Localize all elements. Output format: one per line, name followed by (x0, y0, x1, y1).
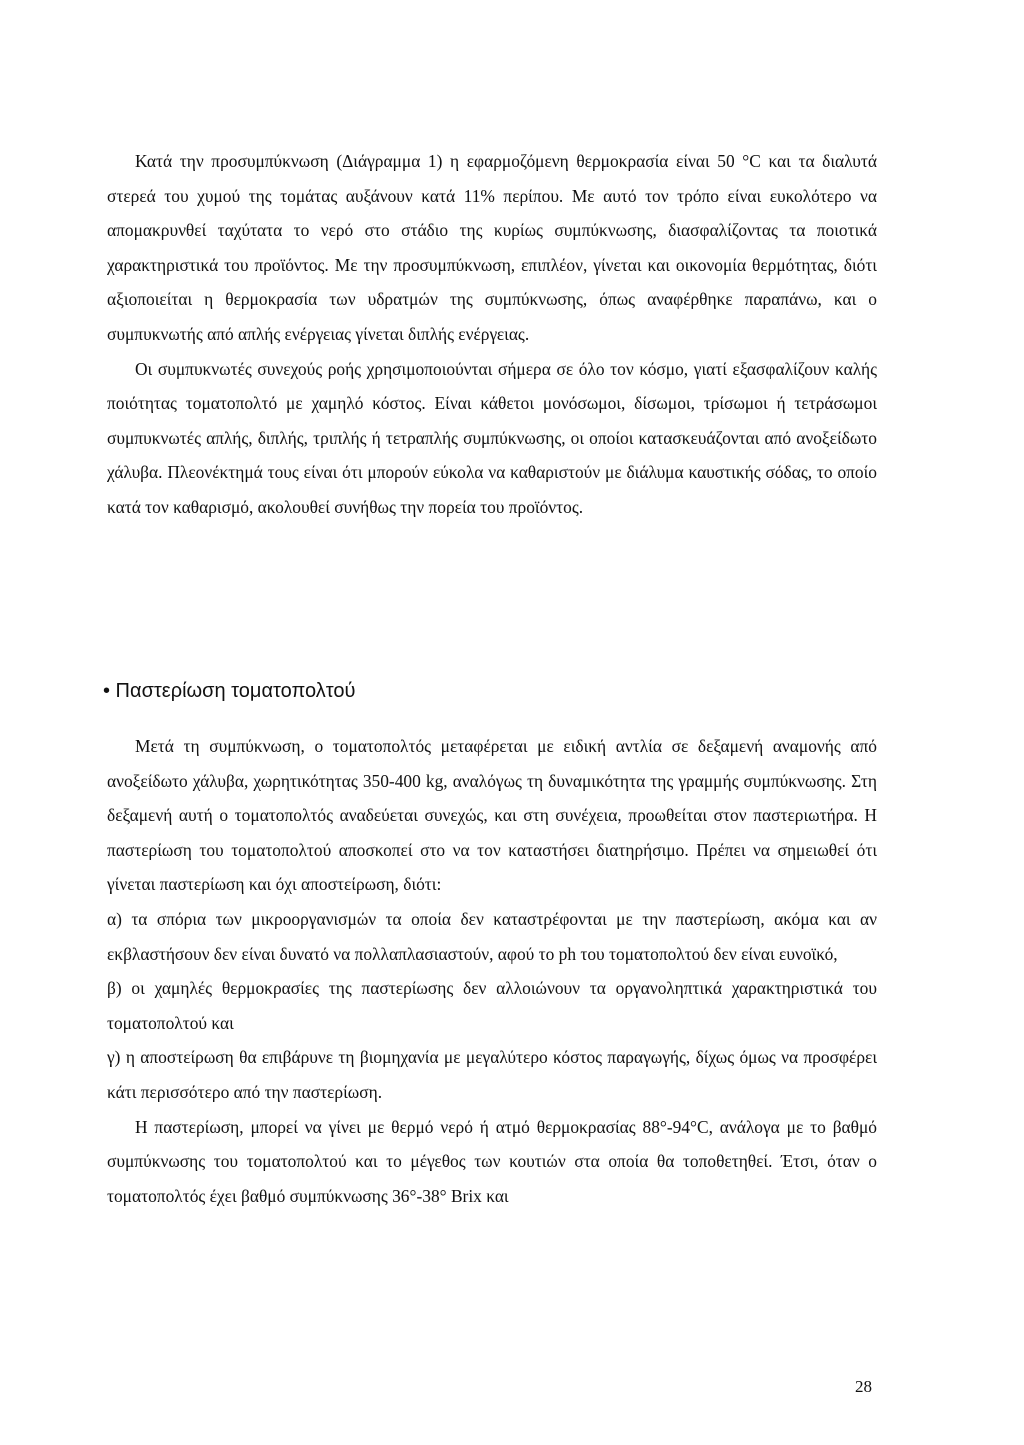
list-item-b: β) οι χαμηλές θερμοκρασίες της παστερίωσης δεν αλλοιώνουν τα οργανοληπτικά χαρακτηριστικά του τοματοπολτού και (107, 978, 877, 1033)
section-concentration (107, 144, 877, 525)
paragraph-after-concentration: Μετά τη συμπύκνωση, ο τοματοπολτός μεταφέρεται με ειδική αντλία σε δεξαμενή αναμονής από ανοξείδωτο χάλυβα, χωρητικότητας 350-400 kg, αναλόγως τη δυναμικότητα της γραμμής συμπύκνωσης. Στη δεξαμενή αυτή ο τοματοπολτός αναδεύεται συνεχώς, και στη συνέχεια, προωθείται στον παστεριωτήρα. Η παστερίωση του τοματοπολτού αποσκοπεί στο να τον καταστήσει διατηρήσιμο. Πρέπει να σημειωθεί ότι γίνεται παστερίωση και όχι αποστείρωση, διότι: (107, 736, 877, 895)
section-heading-pasteurization: • Παστερίωση τοματοπολτού (103, 680, 356, 702)
section-pasteurization (107, 729, 877, 1213)
page-number: 28 (855, 1377, 872, 1396)
list-item-a: α) τα σπόρια των μικροοργανισμών τα οποία δεν καταστρέφονται με την παστερίωση, ακόμα και αν εκβλαστήσουν δεν είναι δυνατό να πολλαπλασιαστούν, αφού το ph του τοματοπολτού δεν είναι ευνοϊκό, (107, 908, 877, 964)
paragraph-continuous-evaporators: Οι συμπυκνωτές συνεχούς ροής χρησιμοποιούνται σήμερα σε όλο τον κόσμο, γιατί εξασφαλίζουν καλής ποιότητας τοματοπολτό με χαμηλό κόστος. Είναι κάθετοι μονόσωμοι, δίσωμοι, τρίσωμοι ή τετράσωμοι συμπυκνωτές απλής, διπλής, τριπλής ή τετραπλής συμπύκνωσης, οι οποίοι κατασκευάζονται από ανοξείδωτο χάλυβα. Πλεονέκτημά τους είναι ότι μπορούν εύκολα να καθαριστούν με διάλυμα καυστικής σόδας, το οποίο κατά τον καθαρισμό, ακολουθεί συνήθως την πορεία του προϊόντος. (107, 358, 877, 517)
list-item-c: γ) η αποστείρωση θα επιβάρυνε τη βιομηχανία με μεγαλύτερο κόστος παραγωγής, δίχως όμως να προσφέρει κάτι περισσότερο από την παστερίωση. (107, 1047, 877, 1102)
paragraph-preconcentration: Κατά την προσυμπύκνωση (Διάγραμμα 1) η εφαρμοζόμενη θερμοκρασία είναι 50 °C και τα διαλυτά στερεά του χυμού της τομάτας αυξάνουν κατά 11% περίπου. Με αυτό τον τρόπο είναι ευκολότερο να απομακρυνθεί ταχύτατα το νερό στο στάδιο της κυρίως συμπύκνωσης, διασφαλίζοντας τα ποιοτικά χαρακτηριστικά του προϊόντος. Με την προσυμπύκνωση, επιπλέον, γίνεται και οικονομία θερμότητας, διότι αξιοποιείται η θερμοκρασία των υδρατμών της συμπύκνωσης, όπως αναφέρθηκε παραπάνω, και ο συμπυκνωτής από απλής ενέργειας γίνεται διπλής ενέργειας. (107, 151, 877, 344)
paragraph-pasteurization-temperature: Η παστερίωση, μπορεί να γίνει με θερμό νερό ή ατμό θερμοκρασίας 88°-94°C, ανάλογα με το βαθμό συμπύκνωσης του τοματοπολτού και το μέγεθος των κουτιών στα οποία θα τοποθετηθεί. Έτσι, όταν ο τοματοπολτός έχει βαθμό συμπύκνωσης 36°-38° Brix και (107, 1116, 877, 1206)
